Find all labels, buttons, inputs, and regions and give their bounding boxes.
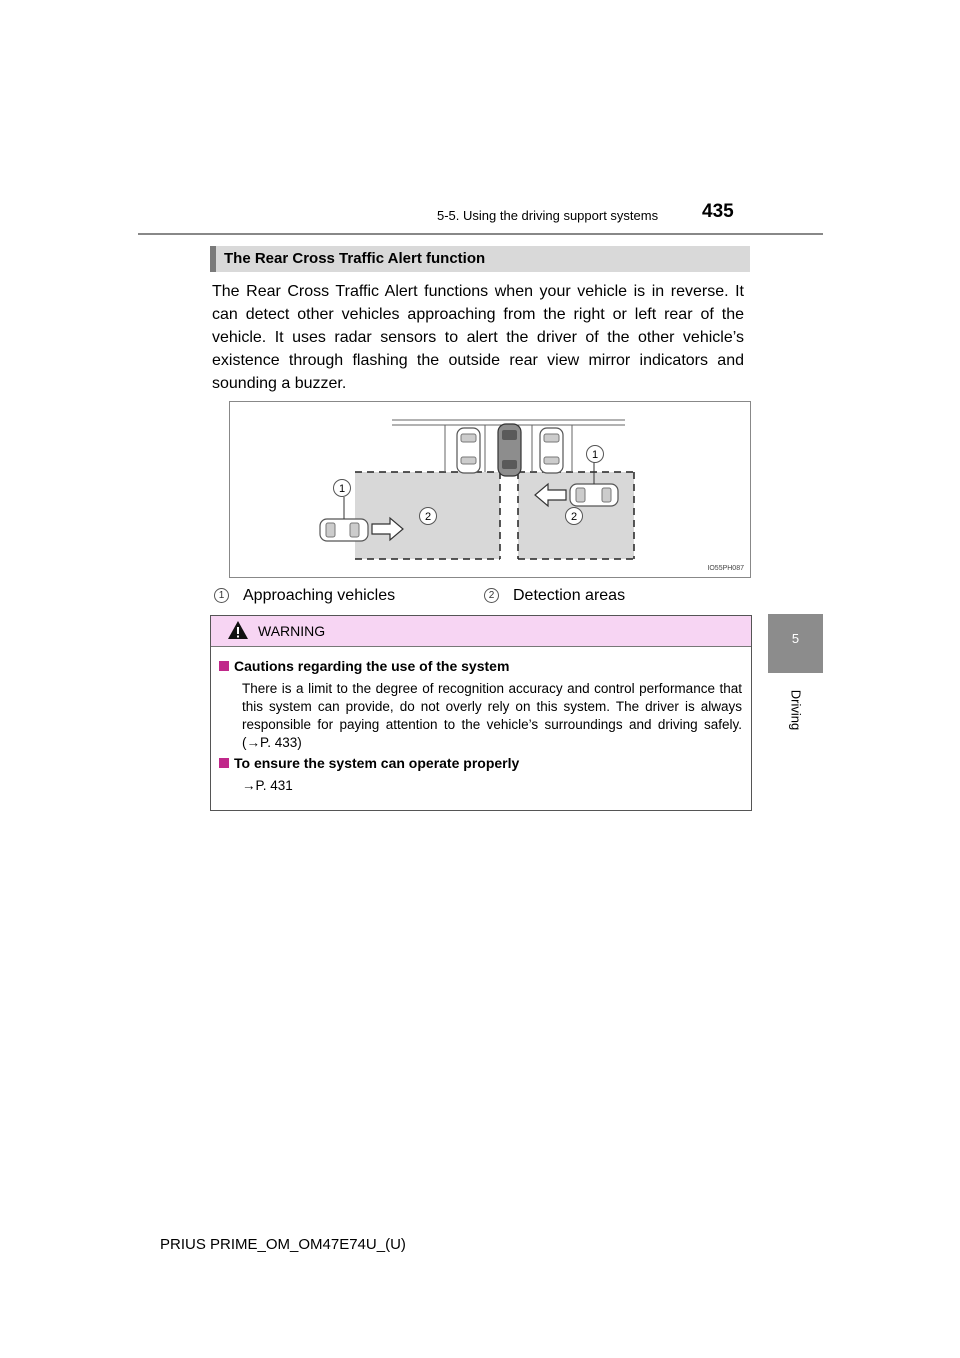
- chapter-label: [771, 682, 821, 738]
- section-heading: [210, 246, 750, 272]
- legend-number: 1: [214, 588, 229, 603]
- warning-title: WARNING: [258, 623, 326, 639]
- header-divider: [138, 233, 823, 235]
- section-heading-bar: [210, 246, 216, 272]
- callout-area-right: 2: [570, 511, 578, 523]
- legend-item: [484, 587, 625, 605]
- detection-diagram: [229, 401, 751, 578]
- warning-item-heading: [219, 755, 519, 771]
- legend-label: Approaching vehicles: [243, 587, 396, 604]
- legend-number: 2: [484, 588, 499, 603]
- header-section-title: 5-5. Using the driving support systems: [437, 208, 659, 223]
- chapter-number: 5: [791, 631, 800, 646]
- warning-icon: [227, 620, 249, 640]
- callout-approaching-right: 1: [591, 449, 599, 461]
- warning-item-heading-text: Cautions regarding the use of the system: [234, 658, 510, 674]
- legend-item: [214, 587, 395, 605]
- callout-area-left: 2: [424, 511, 432, 523]
- legend-label: Detection areas: [513, 587, 626, 604]
- chapter-title: Driving: [788, 689, 804, 731]
- warning-box: [210, 615, 752, 811]
- warning-header: [211, 616, 751, 647]
- warning-item-text: →P. 431: [242, 778, 293, 793]
- bullet-icon: [219, 661, 229, 671]
- figure-code: IO55PH087: [707, 565, 744, 572]
- page-number: 435: [702, 201, 734, 222]
- warning-item-text: There is a limit to the degree of recognition accuracy and control performance that this system can provide, do not overly rely on this system. The driver is always responsible for paying attention to the vehicle’s surroundings and driving safely. (→P. 433): [242, 681, 742, 750]
- chapter-tab: [768, 614, 823, 673]
- warning-item-heading-text: To ensure the system can operate properly: [234, 755, 520, 771]
- section-heading-text: The Rear Cross Traffic Alert function: [224, 250, 486, 267]
- warning-item-heading: [219, 658, 509, 674]
- callout-approaching-left: 1: [338, 483, 346, 495]
- footer-doc-id: PRIUS PRIME_OM_OM47E74U_(U): [160, 1236, 406, 1253]
- bullet-icon: [219, 758, 229, 768]
- intro-paragraph: The Rear Cross Traffic Alert functions when your vehicle is in reverse. It can detect other vehicles approaching from the right or left rear of the vehicle. It uses radar sensors to alert the driver of the other vehicle’s existence through flashing the outside rear view mirror indicators and sounding a buzzer.: [212, 283, 744, 392]
- detection-illustration: [230, 402, 750, 577]
